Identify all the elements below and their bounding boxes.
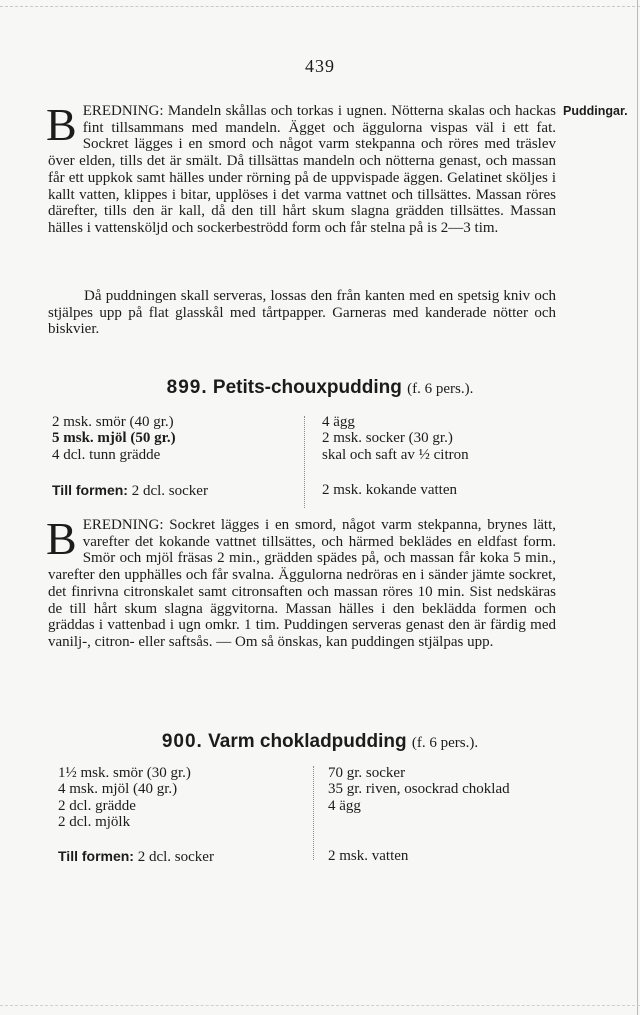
recipe-899-name: Petits-chouxpudding xyxy=(212,377,402,398)
margin-section-label: Puddingar. xyxy=(563,104,628,118)
recipe-900-number: 900. xyxy=(161,731,203,752)
recipe-900-form-left xyxy=(58,848,214,866)
recipe-900-form-right: 2 msk. vatten xyxy=(328,848,409,864)
intro-method xyxy=(46,99,556,237)
recipe-899-title xyxy=(0,377,640,399)
ingredient: 2 dcl. grädde xyxy=(58,797,136,814)
recipe-899-method-text: EREDNING: Sockret lägges i en smord, något varm stekpanna, brynes lätt, varefter det kokande vattnet tillsättes, och härmed beklädes en eldfast form. Smör och mjöl fräsas 2 min., grädden spädes på, och massan får koka 5 min., varefter den upphälles och får svalna. Äggulorna nedröras en i sänder jämte sockret, det finrivna citronskalet samt citronsaften och massan röres 10 min. Sist nedskäras de till hårt skum slagna äggvitorna. Massan hälles i den beklädda formen och gräddas i vattenbad i ugn omkr. 1 tim. Puddingen serveras genast den är färdig med vanilj-, citron- eller saftsås. — Om så önskas, kan puddingen stjälpas upp. xyxy=(48,517,556,650)
ingredient: 1½ msk. smör (30 gr.) xyxy=(58,765,191,781)
recipe-900-portions: (f. 6 pers.). xyxy=(411,735,479,751)
ingredient: 2 msk. smör (40 gr.) xyxy=(52,414,174,430)
form-ingredient: 2 dcl. socker xyxy=(137,849,214,865)
intro-serving: Då puddningen skall serveras, lossas den från kanten med en spetsig kniv och stjälpes upp på flat glasskål med tårtpapper. Garneras med kanderade nötter och biskvier. xyxy=(48,288,556,338)
page-right-edge xyxy=(637,0,638,1015)
recipe-899-drop-cap: B xyxy=(46,513,77,564)
ingredient-column-divider xyxy=(313,766,314,860)
form-label: Till formen: xyxy=(58,848,134,864)
ingredient: 2 msk. socker (30 gr.) xyxy=(322,430,453,447)
recipe-900-ingredients-left xyxy=(58,765,191,830)
ingredient: 2 dcl. mjölk xyxy=(58,813,131,830)
ingredient: 70 gr. socker xyxy=(328,765,406,781)
ingredient-column-divider xyxy=(304,416,305,508)
ingredient: 4 msk. mjöl (40 gr.) xyxy=(58,781,178,798)
recipe-899-portions: (f. 6 pers.). xyxy=(407,381,474,397)
intro-drop-cap: B xyxy=(46,99,77,150)
recipe-900-name: Varm chokladpudding xyxy=(208,731,407,752)
recipe-899-form-left xyxy=(52,482,208,500)
recipe-899-method xyxy=(46,513,556,651)
ingredient: 4 dcl. tunn grädde xyxy=(52,446,161,463)
recipe-899-ingredients-right xyxy=(322,414,469,463)
recipe-899-number: 899. xyxy=(166,377,208,398)
page-bottom-edge xyxy=(0,1005,640,1007)
page-number: 439 xyxy=(305,56,335,76)
recipe-899-form-right: 2 msk. kokande vatten xyxy=(322,482,457,498)
recipe-900-title xyxy=(0,731,640,753)
recipe-899-ingredients-left xyxy=(52,414,176,463)
ingredient: skal och saft av ½ citron xyxy=(322,446,469,463)
ingredient: 4 ägg xyxy=(322,414,355,430)
ingredient: 4 ägg xyxy=(328,797,361,814)
form-ingredient: 2 dcl. socker xyxy=(131,483,208,499)
recipe-900-ingredients-right xyxy=(328,765,510,814)
ingredient: 5 msk. mjöl (50 gr.) xyxy=(52,430,176,447)
intro-method-text: EREDNING: Mandeln skållas och torkas i ugnen. Nötterna skalas och hackas fint tillsammans med mandeln. Ägget och äggulorna vispas väl i ett fat. Sockret lägges i en smord och något varm stekpanna och röres med träslev över elden, tills det är smält. Då tillsättas mandeln och nötterna genast, och massan får ett uppkok samt hälles under rörning på de uppvispade äggen. Gelatinet sköljes i kallt vatten, klippes i bitar, upplöses i det varma vattnet och tillsättes. Massan röres därefter, tills den är kall, då den till hårt skum slagna grädden tillsättes. Massan hälles i vattensköljd och sockerbeströdd form och får stelna på is 2—3 tim. xyxy=(48,103,556,236)
ingredient: 35 gr. riven, osockrad choklad xyxy=(328,781,510,798)
form-label: Till formen: xyxy=(52,482,128,498)
page-top-edge xyxy=(0,0,640,7)
